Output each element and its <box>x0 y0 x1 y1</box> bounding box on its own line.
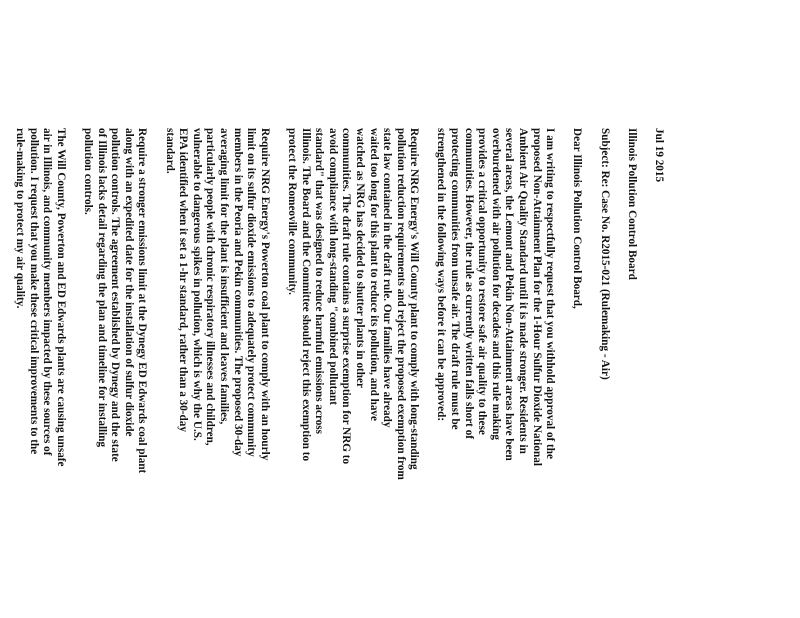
paragraph-line: several areas, the Lemont and Pekin Non-Attainment areas have been <box>503 128 516 461</box>
paragraph-line: pollution controls. <box>82 128 95 215</box>
paragraph-line: The Will County, Powerton and ED Edwards plants are causing unsafe <box>54 128 67 467</box>
paragraph-line: along with an expedited date for the installation of sulfur dioxide <box>122 128 135 437</box>
paragraph-line: averaging limit for the plant is insufficient and leaves families, <box>218 128 230 425</box>
paragraph-line: rule-making to protect my air quality. <box>14 128 27 309</box>
paragraph-line: waited too long for this plant to reduce its pollution, and have <box>367 128 380 421</box>
paragraph-line: limit on its sulfur dioxide emissions to adequately protect community <box>245 128 258 457</box>
paragraph-line: Illinois. The Board and the Committee should reject this exemption to <box>299 128 312 462</box>
paragraph-line: communities. The draft rule contains a surprise exemption for NRG to <box>340 128 353 465</box>
paragraph-line: pollution reduction requirements and reject the proposed exemption from <box>394 128 407 480</box>
paragraph-line: pollution controls. The agreement established by Dynegy and the state <box>109 128 122 462</box>
paragraph-line: particularly people with chronic respiratory illnesses and children, <box>204 128 217 446</box>
paragraph-line: avoid compliance with long-standing "combined pollutant <box>326 128 339 405</box>
paragraph-line: vulnerable to dangerous spikes in pollution, which is why the U.S. <box>190 128 203 441</box>
paragraph-1 <box>434 128 556 610</box>
paragraph-line: communities. However, the rule as currently written falls short of <box>462 128 475 440</box>
paragraph-line: standard. <box>163 128 176 174</box>
paragraph-line: proposed Non-Attainment Plan for the 1-Hour Sulfur Dioxide National <box>530 128 543 466</box>
paragraph-line: of Illinois lacks detail regarding the plan and timeline for installing <box>95 128 108 448</box>
paragraph-line: watched as NRG has decided to shutter plants in other <box>353 128 366 388</box>
paragraph-line: Require NRG Energy's Will County plant to comply with long-standing <box>408 128 421 470</box>
paragraph-5 <box>13 128 67 610</box>
paragraph-line: EPA identified when it set a 1-hr standard, rather than a 30-day <box>177 128 190 432</box>
paragraph-line: I am writing to respectfully request that you withhold approval of the <box>544 128 557 459</box>
letter-date: Jul 19 2015 <box>653 128 665 183</box>
paragraph-line: air in Illinois, and community members impacted by these sources of <box>41 128 54 456</box>
paragraph-2 <box>284 128 420 610</box>
letter-recipient: Illinois Pollution Control Board <box>625 128 638 280</box>
paragraph-3 <box>162 128 271 610</box>
paragraph-line: protecting communities from unsafe air. The draft rule must be <box>449 128 462 430</box>
rotated-letter-body <box>14 128 665 610</box>
paragraph-line: Require a stronger emissions limit at the Dynegy ED Edwards coal plant <box>136 128 149 474</box>
paragraph-line: state law contained in the draft rule. Our families have already <box>381 128 394 428</box>
paragraph-line: pollution. I request that you make these critical improvements to the <box>27 128 40 455</box>
paragraph-line: strengthened in the following ways before it can be approved: <box>435 128 448 422</box>
paragraph-line: Require NRG Energy's Powerton coal plant to comply with an hourly <box>258 128 271 461</box>
paragraph-4 <box>80 128 148 610</box>
paragraph-line: members in the Peoria and Pekin communities. The proposed 30-day <box>231 128 244 457</box>
letter-subject: Subject: Re: Case No. R2015-021 (Rulemaking - Air) <box>598 128 611 380</box>
paragraph-line: overburdened with air pollution for decades and this rule making <box>489 128 502 440</box>
paragraph-line: provides a critical opportunity to restore safe air quality to these <box>476 128 489 435</box>
letter-salutation: Dear Illinois Pollution Control Board, <box>571 128 584 309</box>
paragraph-line: Ambient Air Quality Standard until it is made stronger. Residents in <box>517 128 530 454</box>
paragraph-line: standard" that was designed to reduce harmful emissions across <box>313 128 326 435</box>
paragraph-line: protect the Romeoville community. <box>285 128 298 295</box>
